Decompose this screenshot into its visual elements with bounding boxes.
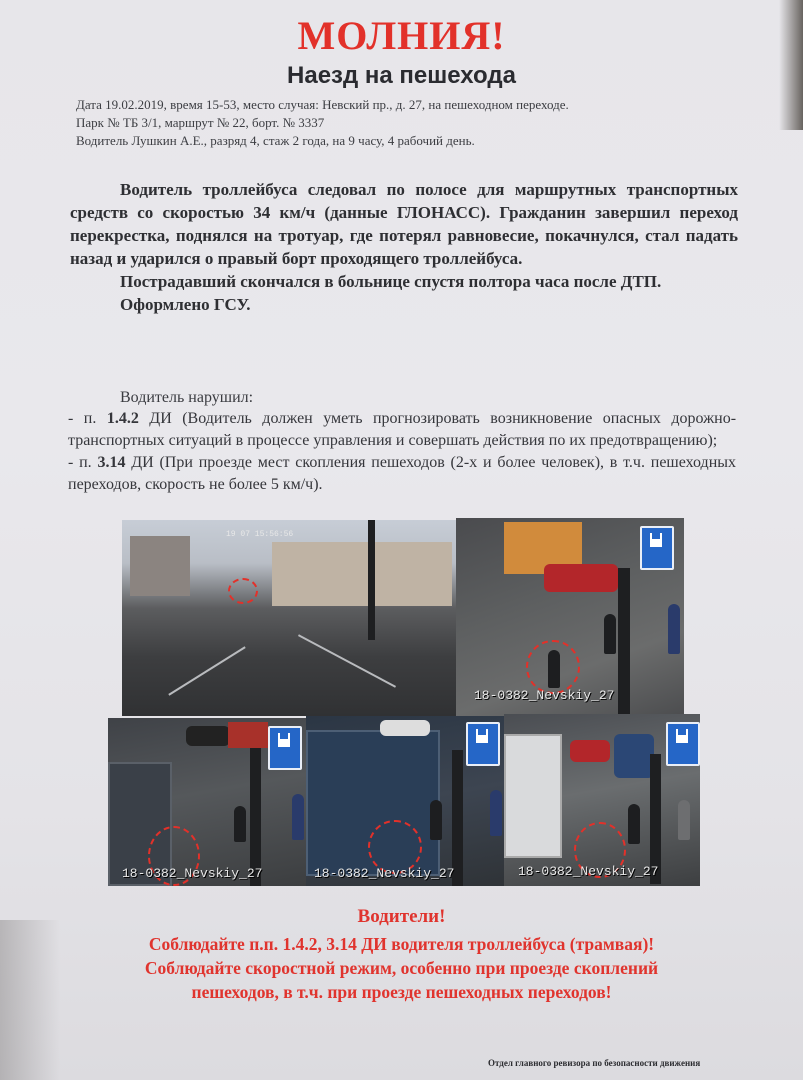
warning-heading: Водители! — [357, 906, 446, 927]
warning-line: пешеходов, в т.ч. при проезде пешеходных переходов! — [191, 982, 612, 1002]
meta-date-line: Дата 19.02.2019, время 15-53, место случая: Невский пр., д. 27, на пешеходном переходе. — [76, 97, 569, 112]
bus-lane-sign-icon — [466, 722, 500, 766]
notice-title: МОЛНИЯ! — [297, 13, 506, 58]
pedestrian — [628, 804, 640, 844]
cctv-photo-sequence-3 — [504, 714, 700, 886]
cctv-photo-sequence-2 — [306, 716, 504, 886]
incident-meta — [76, 96, 716, 150]
bus-lane-sign-icon — [268, 726, 302, 770]
meta-park-line: Парк № ТБ 3/1, маршрут № 22, борт. № 3337 — [76, 115, 325, 130]
warning-line: Соблюдайте п.п. 1.4.2, 3.14 ДИ водителя троллейбуса (трамвая)! — [148, 934, 655, 954]
violation-text: ДИ (При проезде мест скопления пешеходов (2-х и более человек), в т.ч. пешеходных переходов, скорость не более 5 км/ч). — [68, 454, 737, 493]
description-paragraph: Оформлено ГСУ. — [120, 295, 251, 314]
violation-code: 3.14 — [97, 454, 126, 471]
cctv-photo-sequence-1 — [108, 718, 306, 886]
department-footer: Отдел главного ревизора по безопасности движения — [488, 1058, 701, 1068]
pedestrian — [678, 800, 690, 840]
violations-heading: Водитель нарушил: — [120, 389, 254, 406]
cctv-photo-street — [122, 520, 456, 716]
violation-item — [68, 452, 736, 496]
lamp-pole — [618, 568, 630, 716]
cctv-camera-label: 18-0382_Nevskiy_27 — [314, 866, 455, 881]
car — [570, 740, 610, 762]
violations-list — [68, 408, 736, 496]
car — [614, 734, 654, 778]
violation-prefix: - п. — [68, 454, 92, 471]
pedestrian — [604, 614, 616, 654]
truck — [228, 722, 268, 748]
violation-text: ДИ (Водитель должен уметь прогнозировать возникновение опасных дорожно-транспортных ситуаций в процессе управления и совершать действия по их предотвращению); — [68, 410, 737, 449]
notice-subtitle: Наезд на пешехода — [287, 62, 516, 89]
lamp-pole — [368, 520, 375, 640]
pedestrian — [490, 790, 502, 836]
building — [130, 536, 190, 596]
warning-line: Соблюдайте скоростной режим, особенно при проезде скоплений — [144, 958, 659, 978]
violation-code: 1.4.2 — [106, 410, 139, 427]
cctv-camera-label: 18-0382_Nevskiy_27 — [474, 688, 615, 703]
cctv-camera-label: 18-0382_Nevskiy_27 — [518, 864, 659, 879]
incident-description — [70, 178, 738, 316]
pedestrian — [668, 604, 680, 654]
description-paragraph: Пострадавший скончался в больнице спустя полтора часа после ДТП. — [120, 272, 662, 291]
car — [380, 720, 430, 736]
cctv-timestamp: 19 07 15:56:56 — [226, 530, 294, 539]
meta-driver-line: Водитель Лушкин А.Е., разряд 4, стаж 2 года, на 9 часу, 4 рабочий день. — [76, 133, 475, 148]
highlight-circle — [526, 640, 580, 694]
bus-lane-sign-icon — [666, 722, 700, 766]
violation-item — [68, 408, 736, 452]
car — [544, 564, 618, 592]
car — [186, 726, 230, 746]
highlight-circle — [228, 578, 258, 604]
road-marking — [298, 634, 396, 687]
pedestrian — [292, 794, 304, 840]
description-paragraph: Водитель троллейбуса следовал по полосе для маршрутных транспортных средств со скоростью 34 км/ч (данные ГЛОНАСС). Гражданин завершил переход перекрестка, поднялся на тротуар, где потерял равновесие, покачнулся, стал падать назад и ударился о правый борт проходящего троллейбуса. — [70, 180, 738, 268]
road-marking — [168, 646, 245, 695]
pedestrian — [234, 806, 246, 842]
bus-lane-sign-icon — [640, 526, 674, 570]
pedestrian — [430, 800, 442, 840]
trolleybus — [504, 734, 562, 858]
building — [272, 542, 452, 606]
violation-prefix: - п. — [68, 410, 97, 427]
cctv-camera-label: 18-0382_Nevskiy_27 — [122, 866, 263, 881]
cctv-photo-crossing — [456, 518, 684, 716]
